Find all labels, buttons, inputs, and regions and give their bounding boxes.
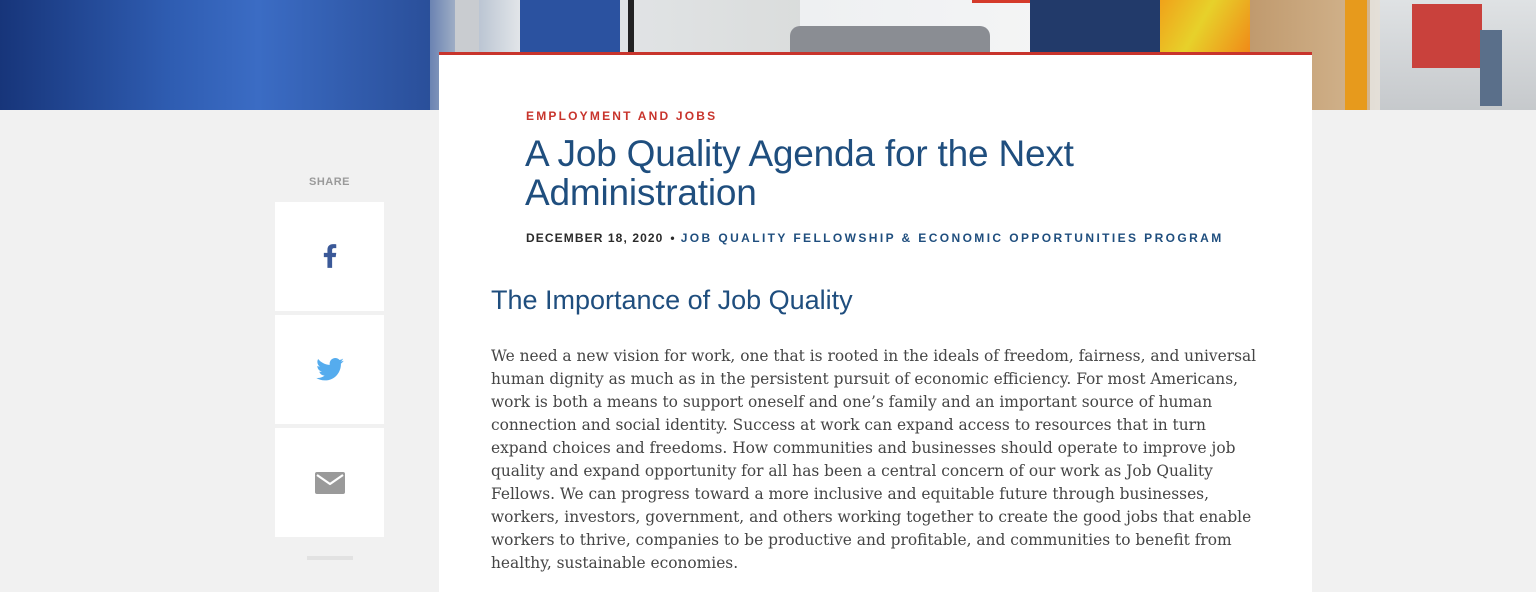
facebook-icon — [322, 244, 338, 270]
share-more-stub — [307, 556, 353, 560]
share-label: SHARE — [308, 176, 350, 188]
share-facebook-button[interactable] — [275, 202, 384, 311]
share-email-button[interactable] — [275, 428, 384, 537]
article-title: A Job Quality Agenda for the Next Administration — [525, 133, 1074, 213]
publish-date: DECEMBER 18, 2020 — [526, 231, 664, 245]
twitter-icon — [316, 358, 344, 381]
email-icon — [315, 472, 345, 494]
section-heading: The Importance of Job Quality — [491, 285, 853, 315]
share-twitter-button[interactable] — [275, 315, 384, 424]
article-card — [439, 52, 1312, 592]
category-link[interactable]: EMPLOYMENT AND JOBS — [526, 109, 718, 123]
article-paragraph: We need a new vision for work, one that is rooted in the ideals of freedom, fairness, and universal human dignity as much as in the persistent pursuit of economic efficiency. For most Americans, work is both a means to support oneself and one’s family and an important source of human connection and social identity. Success at work can expand access to resources that in turn expand choices and freedoms. How communities and businesses should operate to improve job quality and expand opportunity for all has been a central concern of our work as Job Quality Fellows. We can progress toward a more inclusive and equitable future through businesses, workers, investors, government, and others working together to create the good jobs that enable workers to thrive, companies to be productive and profitable, and communities to benefit from healthy, sustainable economies. — [491, 347, 1257, 572]
meta-separator: • — [670, 231, 676, 245]
article-meta — [526, 231, 1224, 245]
program-link[interactable]: JOB QUALITY FELLOWSHIP & ECONOMIC OPPORTUNITIES PROGRAM — [680, 231, 1224, 245]
